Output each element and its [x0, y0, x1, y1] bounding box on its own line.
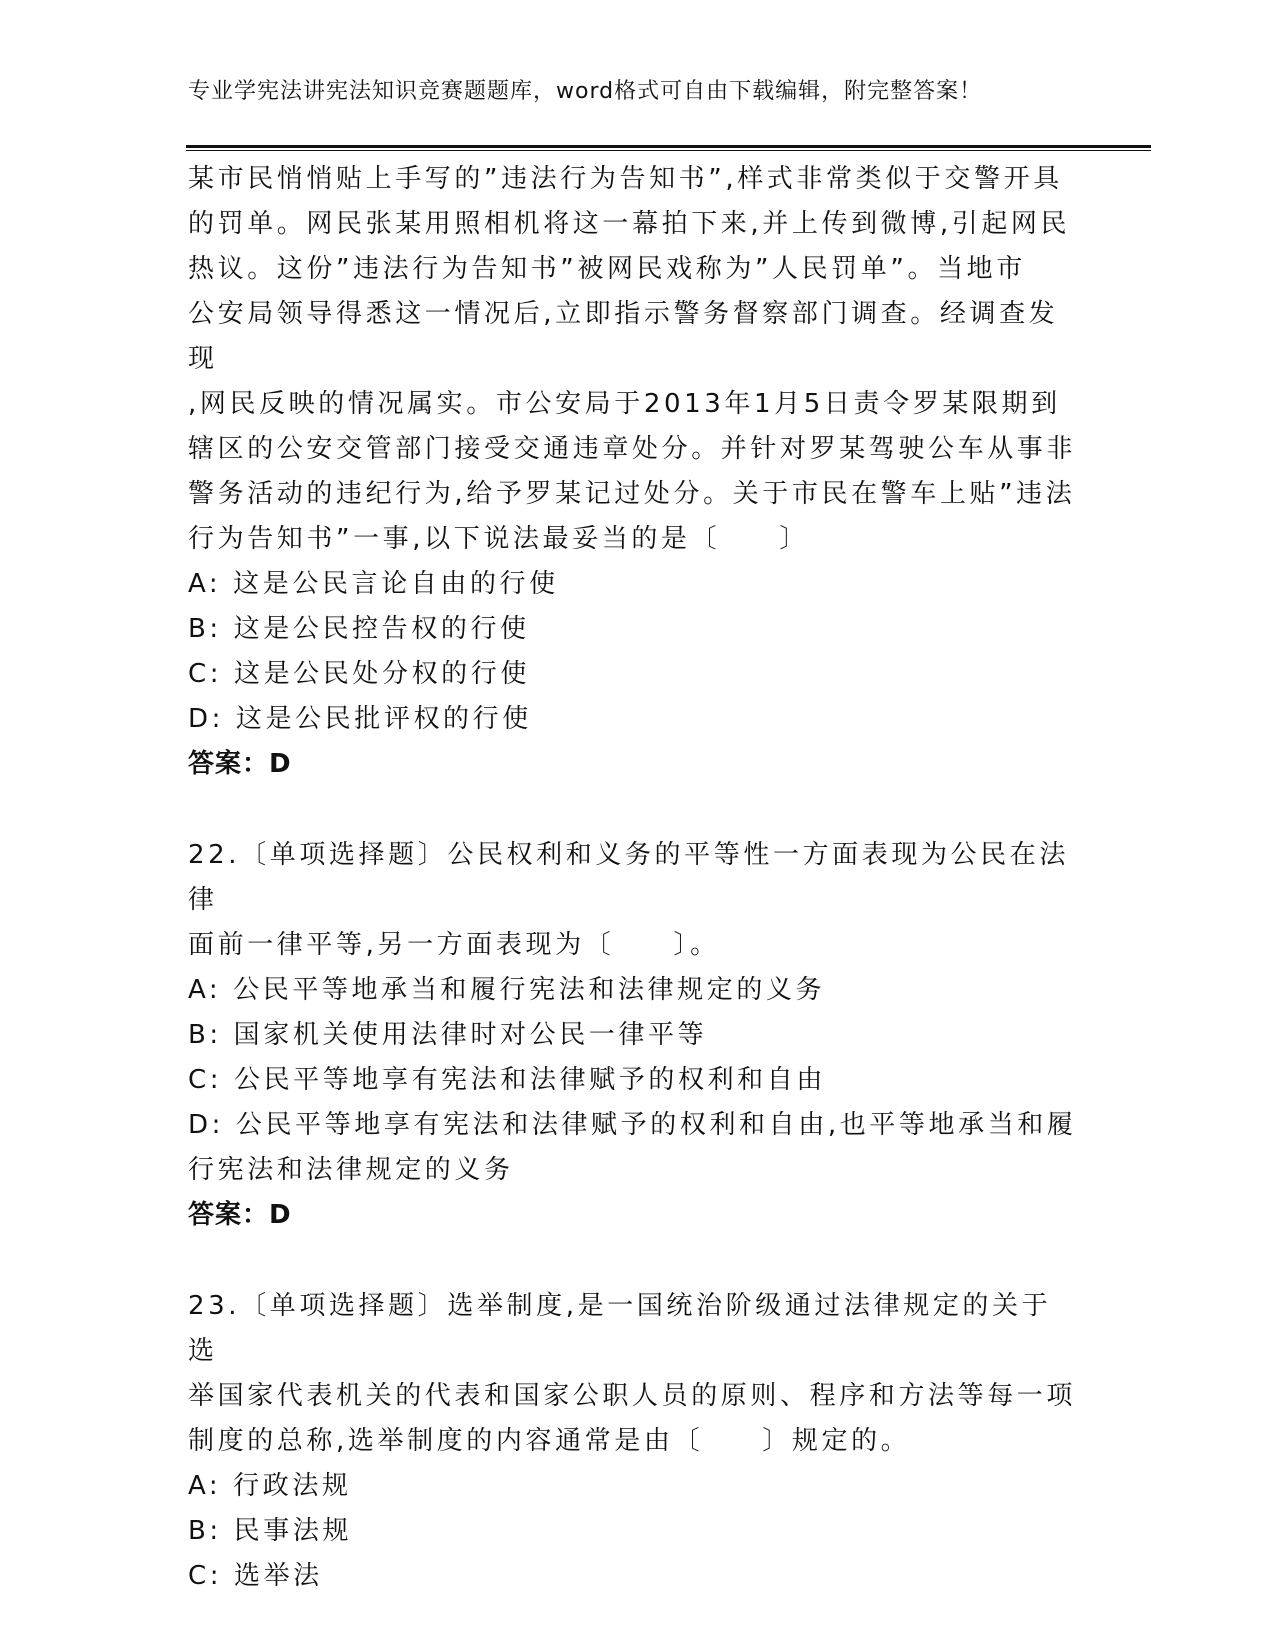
question-stem-line: 23.〔单项选择题〕选举制度,是一国统治阶级通过法律规定的关于选: [188, 1291, 1052, 1366]
question-stem-line: 辖区的公安交管部门接受交通违章处分。并针对罗某驾驶公车从事非: [188, 434, 1077, 464]
option-b: B: 民事法规: [188, 1516, 353, 1546]
spacer: [188, 787, 1078, 833]
option-b: B: 这是公民控告权的行使: [188, 614, 530, 644]
option-a: A: 公民平等地承当和履行宪法和法律规定的义务: [188, 975, 826, 1005]
page-header: 专业学宪法讲宪法知识竞赛题题库，word格式可自由下载编辑，附完整答案！: [188, 79, 983, 104]
option-d: D: 公民平等地享有宪法和法律赋予的权利和自由,也平等地承当和履: [188, 1110, 1077, 1140]
header-rule-thick: [186, 145, 1151, 148]
option-a: A: 这是公民言论自由的行使: [188, 569, 559, 599]
question-stem-line: 热议。这份”违法行为告知书”被网民戏称为”人民罚单”。当地市: [188, 254, 1026, 284]
option-c: C: 选举法: [188, 1561, 323, 1591]
option-c: C: 公民平等地享有宪法和法律赋予的权利和自由: [188, 1065, 826, 1095]
header-rule-thin: [186, 150, 1151, 151]
answer: 答案：D: [188, 749, 292, 779]
question-stem-line: 制度的总称,选举制度的内容通常是由〔 〕规定的。: [188, 1426, 911, 1456]
option-b: B: 国家机关使用法律时对公民一律平等: [188, 1020, 708, 1050]
question-stem-line: 举国家代表机关的代表和国家公职人员的原则、程序和方法等每一项: [188, 1381, 1077, 1411]
option-c: C: 这是公民处分权的行使: [188, 659, 530, 689]
question-stem-line: 公安局领导得悉这一情况后,立即指示警务督察部门调查。经调查发现: [188, 299, 1059, 374]
option-a: A: 行政法规: [188, 1471, 352, 1501]
answer: 答案：D: [188, 1200, 292, 1230]
question-stem-line: 行为告知书”一事,以下说法最妥当的是〔 〕: [188, 524, 809, 554]
question-stem-line: 警务活动的违纪行为,给予罗某记过处分。关于市民在警车上贴”违法: [188, 479, 1076, 509]
document-body: [188, 157, 1078, 1599]
question-stem-line: 面前一律平等,另一方面表现为〔 〕。: [188, 930, 720, 960]
question-21: [188, 157, 1078, 787]
question-22: [188, 833, 1078, 1238]
option-d: D: 这是公民批评权的行使: [188, 704, 532, 734]
question-stem-line: 的罚单。网民张某用照相机将这一幕拍下来,并上传到微博,引起网民: [188, 209, 1071, 239]
spacer: [188, 1238, 1078, 1284]
question-stem-line: 22.〔单项选择题〕公民权利和义务的平等性一方面表现为公民在法律: [188, 840, 1069, 915]
question-23: [188, 1284, 1078, 1599]
question-stem-line: 某市民悄悄贴上手写的”违法行为告知书”,样式非常类似于交警开具: [188, 164, 1063, 194]
question-stem-line: ,网民反映的情况属实。市公安局于2013年1月5日责令罗某限期到: [188, 389, 1061, 419]
option-d-continued: 行宪法和法律规定的义务: [188, 1155, 514, 1185]
